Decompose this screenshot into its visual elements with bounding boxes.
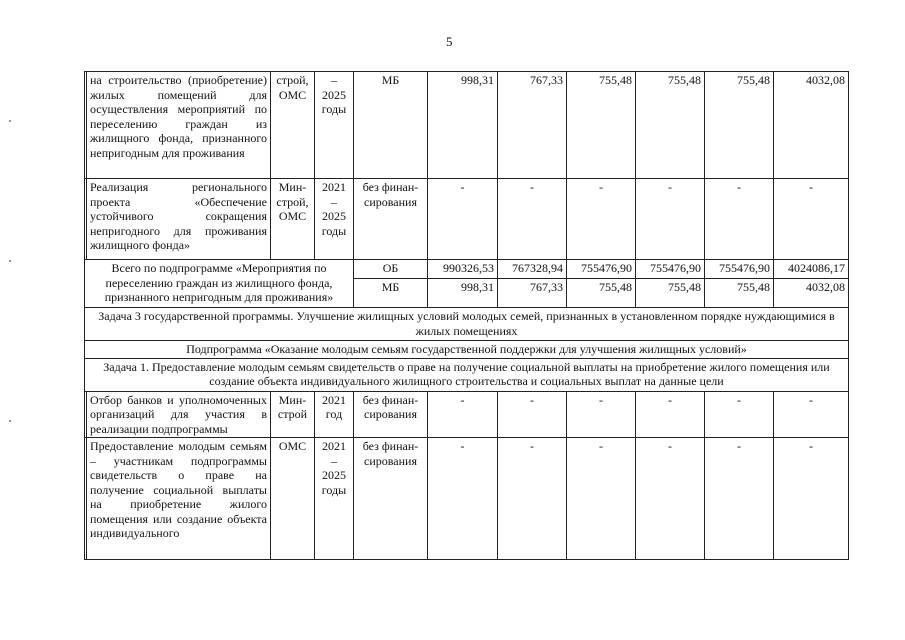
section-row (85, 341, 849, 359)
value-cell: 998,31 (428, 279, 498, 308)
value-cell: 4032,08 (774, 72, 849, 179)
value-cell: - (567, 179, 636, 260)
value-cell: - (636, 179, 705, 260)
value-cell: 755476,90 (636, 260, 705, 279)
value-cell: 4024086,17 (774, 260, 849, 279)
value-cell: 755,48 (636, 279, 705, 308)
value-cell: - (428, 438, 498, 560)
funding-source: без финан-сирования (354, 179, 428, 260)
value-cell: - (498, 179, 567, 260)
value-cell: - (567, 438, 636, 560)
executor: Мин-строй, ОМС (271, 179, 315, 260)
period: 2021 год (315, 391, 354, 438)
table-row (85, 72, 849, 179)
value-cell: 767328,94 (498, 260, 567, 279)
value-cell: 755,48 (636, 72, 705, 179)
value-cell: - (774, 179, 849, 260)
task3-heading: Задача 3 государственной программы. Улучшение жилищных условий молодых семей, признанных в установленном порядке нуждающимися в жилых помещениях (85, 308, 849, 341)
value-cell: 755,48 (705, 279, 774, 308)
period: 2021 – 2025 годы (315, 179, 354, 260)
value-cell: 4032,08 (774, 279, 849, 308)
funding-source: без финан-сирования (354, 391, 428, 438)
total-label: Всего по подпрограмме «Мероприятия по переселению граждан из жилищного фонда, признанного непригодным для проживания» (85, 260, 354, 308)
value-cell: 755,48 (567, 279, 636, 308)
table-row (85, 391, 849, 438)
value-cell: - (705, 438, 774, 560)
executor: Мин-строй (271, 391, 315, 438)
value-cell: - (636, 391, 705, 438)
activity-name: Предоставление молодым семьям – участникам подпрограммы свидетельств о праве на получение социальной выплаты на приобретение жилого помещения или создание объекта индивидуального (87, 438, 271, 560)
funding-source: ОБ (354, 260, 428, 279)
executor: ОМС (271, 438, 315, 560)
period: 2021 – 2025 годы (315, 438, 354, 560)
value-cell: - (636, 438, 705, 560)
activity-name: Реализация регионального проекта «Обеспечение устойчивого сокращения непригодного для проживания жилищного фонда» (87, 179, 271, 260)
value-cell: 767,33 (498, 279, 567, 308)
section-row (85, 308, 849, 341)
value-cell: - (428, 179, 498, 260)
value-cell: - (705, 179, 774, 260)
funding-source: МБ (354, 72, 428, 179)
table-row (85, 179, 849, 260)
value-cell: - (774, 438, 849, 560)
funding-source: МБ (354, 279, 428, 308)
subprogram-heading: Подпрограмма «Оказание молодым семьям государственной поддержки для улучшения жилищных условий» (85, 341, 849, 359)
value-cell: - (498, 438, 567, 560)
value-cell: 755,48 (705, 72, 774, 179)
activity-name: на строительство (приобретение) жилых помещений для осуществления мероприятий по переселению граждан из жилищного фонда, признанного непригодным для проживания (87, 72, 271, 179)
value-cell: - (498, 391, 567, 438)
table-row (85, 438, 849, 560)
value-cell: - (567, 391, 636, 438)
funding-source: без финан-сирования (354, 438, 428, 560)
scan-artifact (9, 420, 11, 422)
total-row-ob (85, 260, 849, 279)
value-cell: - (428, 391, 498, 438)
executor: строй, ОМС (271, 72, 315, 179)
value-cell: 755476,90 (567, 260, 636, 279)
value-cell: 755,48 (567, 72, 636, 179)
value-cell: 755476,90 (705, 260, 774, 279)
value-cell: 998,31 (428, 72, 498, 179)
value-cell: 990326,53 (428, 260, 498, 279)
activity-name: Отбор банков и уполномоченных организаций для участия в реализации подпрограммы (87, 391, 271, 438)
task1-heading: Задача 1. Предоставление молодым семьям свидетельств о праве на получение социальной выплаты на приобретение жилого помещения или создание объекта индивидуального жилищного строительства и социальных выплат на данные цели (85, 358, 849, 391)
value-cell: - (774, 391, 849, 438)
scan-artifact (9, 120, 11, 122)
program-activities-table (84, 71, 849, 560)
page-number: 5 (446, 34, 453, 49)
scan-artifact (9, 260, 11, 262)
section-row (85, 358, 849, 391)
period: – 2025 годы (315, 72, 354, 179)
value-cell: - (705, 391, 774, 438)
value-cell: 767,33 (498, 72, 567, 179)
